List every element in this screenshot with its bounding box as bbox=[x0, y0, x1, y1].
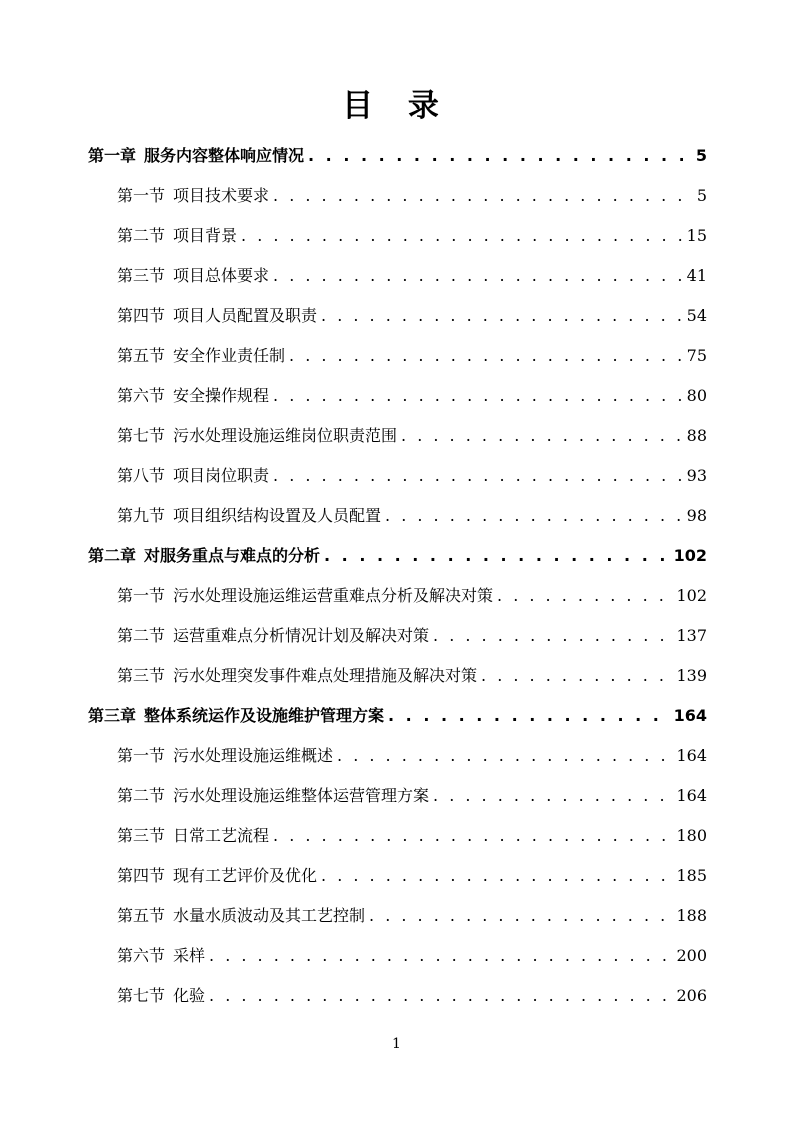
dot-leader bbox=[324, 544, 670, 568]
toc-entry-label bbox=[88, 704, 384, 728]
toc-entry-label bbox=[117, 784, 429, 808]
toc-section-entry[interactable] bbox=[117, 664, 707, 688]
toc-entry-page: 102 bbox=[676, 586, 707, 605]
dot-leader bbox=[273, 824, 672, 848]
toc-entry-number: 第三节 bbox=[117, 266, 166, 285]
toc-entry-label bbox=[117, 864, 317, 888]
toc-entry-number: 第七节 bbox=[117, 986, 166, 1005]
toc-section-entry[interactable] bbox=[117, 864, 707, 888]
toc-section-entry[interactable] bbox=[117, 784, 707, 808]
toc-entry-page: 5 bbox=[696, 186, 707, 205]
dot-leader bbox=[273, 384, 683, 408]
dot-leader bbox=[401, 424, 683, 448]
toc-entry-title: 对服务重点与难点的分析 bbox=[144, 546, 321, 565]
toc-entry-page: 188 bbox=[676, 906, 707, 925]
toc-section-entry[interactable] bbox=[117, 184, 707, 208]
toc-entry-page: 164 bbox=[676, 746, 707, 765]
toc-entry-label bbox=[117, 824, 269, 848]
toc-entry-label bbox=[117, 944, 205, 968]
dot-leader bbox=[385, 504, 683, 528]
toc-entry-number: 第八节 bbox=[117, 466, 166, 485]
toc-entry-title: 项目总体要求 bbox=[173, 266, 270, 285]
dot-leader bbox=[289, 344, 683, 368]
toc-entry-page: 15 bbox=[686, 226, 707, 245]
toc-section-entry[interactable] bbox=[117, 504, 707, 528]
toc-entry-number: 第三章 bbox=[88, 706, 137, 725]
toc-entry-label bbox=[117, 384, 269, 408]
toc-entry-label bbox=[117, 464, 269, 488]
dot-leader bbox=[369, 904, 672, 928]
toc-entry-page: 164 bbox=[673, 706, 707, 725]
toc-entry-title: 项目组织结构设置及人员配置 bbox=[173, 506, 382, 525]
toc-section-entry[interactable] bbox=[117, 824, 707, 848]
toc-entry-page: 206 bbox=[676, 986, 707, 1005]
toc-entry-number: 第一节 bbox=[117, 186, 166, 205]
toc-entry-number: 第九节 bbox=[117, 506, 166, 525]
toc-entry-page: 98 bbox=[686, 506, 707, 525]
toc-entry-page: 54 bbox=[686, 306, 707, 325]
toc-entry-label bbox=[117, 984, 205, 1008]
toc-entry-number: 第二节 bbox=[117, 226, 166, 245]
toc-section-entry[interactable] bbox=[117, 384, 707, 408]
toc-entry-label bbox=[117, 344, 285, 368]
toc-entry-page: 164 bbox=[676, 786, 707, 805]
dot-leader bbox=[497, 584, 672, 608]
toc-entry-title: 现有工艺评价及优化 bbox=[173, 866, 318, 885]
toc-section-entry[interactable] bbox=[117, 984, 707, 1008]
dot-leader bbox=[273, 184, 683, 208]
toc-entry-page: 200 bbox=[676, 946, 707, 965]
dot-leader bbox=[308, 144, 683, 168]
toc-entry-page: 180 bbox=[676, 826, 707, 845]
toc-entry-number: 第七节 bbox=[117, 426, 166, 445]
page-number: 1 bbox=[392, 1036, 401, 1052]
toc-entry-title: 项目技术要求 bbox=[173, 186, 270, 205]
toc-entry-label bbox=[117, 904, 365, 928]
toc-entry-title: 整体系统运作及设施维护管理方案 bbox=[144, 706, 385, 725]
toc-entry-title: 污水处理设施运维运营重难点分析及解决对策 bbox=[173, 586, 494, 605]
toc-section-entry[interactable] bbox=[117, 464, 707, 488]
toc-entry-title: 项目背景 bbox=[173, 226, 238, 245]
toc-entry-number: 第四节 bbox=[117, 866, 166, 885]
dot-leader bbox=[209, 984, 672, 1008]
toc-entry-label bbox=[117, 184, 269, 208]
toc-entry-title: 采样 bbox=[173, 946, 206, 965]
toc-entry-number: 第二节 bbox=[117, 626, 166, 645]
toc-entry-title: 安全操作规程 bbox=[173, 386, 270, 405]
toc-entry-number: 第二节 bbox=[117, 786, 166, 805]
toc-entry-title: 水量水质波动及其工艺控制 bbox=[173, 906, 366, 925]
toc-entry-title: 项目人员配置及职责 bbox=[173, 306, 318, 325]
toc-section-entry[interactable] bbox=[117, 224, 707, 248]
toc-entry-title: 化验 bbox=[173, 986, 206, 1005]
toc-entry-page: 5 bbox=[695, 146, 707, 165]
toc-chapter-entry[interactable] bbox=[88, 704, 707, 728]
toc-entry-title: 污水处理设施运维岗位职责范围 bbox=[173, 426, 398, 445]
toc-title: 目 录 bbox=[342, 88, 451, 124]
toc-entry-number: 第一节 bbox=[117, 746, 166, 765]
toc-entry-label bbox=[88, 544, 320, 568]
toc-entry-page: 139 bbox=[676, 666, 707, 685]
toc-entry-label bbox=[117, 224, 237, 248]
toc-entry-page: 185 bbox=[676, 866, 707, 885]
toc-entry-number: 第五节 bbox=[117, 346, 166, 365]
toc-entry-number: 第一节 bbox=[117, 586, 166, 605]
toc-entry-title: 污水处理设施运维整体运营管理方案 bbox=[173, 786, 430, 805]
toc-entry-label bbox=[117, 504, 381, 528]
toc-entry-title: 日常工艺流程 bbox=[173, 826, 270, 845]
toc-entry-label bbox=[117, 744, 333, 768]
toc-entry-page: 88 bbox=[686, 426, 707, 445]
toc-entry-title: 服务内容整体响应情况 bbox=[144, 146, 305, 165]
dot-leader bbox=[273, 464, 683, 488]
toc-entry-label bbox=[117, 624, 429, 648]
toc-entry-page: 41 bbox=[686, 266, 707, 285]
toc-section-entry[interactable] bbox=[117, 944, 707, 968]
toc-entry-number: 第六节 bbox=[117, 386, 166, 405]
toc-entry-label bbox=[88, 144, 304, 168]
dot-leader bbox=[337, 744, 672, 768]
toc-section-entry[interactable] bbox=[117, 344, 707, 368]
toc-entry-page: 93 bbox=[686, 466, 707, 485]
dot-leader bbox=[481, 664, 672, 688]
toc-entry-label bbox=[117, 664, 477, 688]
dot-leader bbox=[321, 864, 672, 888]
toc-entry-label bbox=[117, 584, 493, 608]
toc-section-entry[interactable] bbox=[117, 584, 707, 608]
toc-entry-number: 第三节 bbox=[117, 826, 166, 845]
toc-entry-title: 安全作业责任制 bbox=[173, 346, 286, 365]
toc-entry-number: 第四节 bbox=[117, 306, 166, 325]
toc-chapter-entry[interactable] bbox=[88, 144, 707, 168]
dot-leader bbox=[433, 784, 672, 808]
toc-entry-title: 污水处理突发事件难点处理措施及解决对策 bbox=[173, 666, 478, 685]
dot-leader bbox=[321, 304, 683, 328]
toc-entry-label bbox=[117, 304, 317, 328]
dot-leader bbox=[273, 264, 683, 288]
toc-entry-number: 第六节 bbox=[117, 946, 166, 965]
toc-entry-title: 运营重难点分析情况计划及解决对策 bbox=[173, 626, 430, 645]
toc-section-entry[interactable] bbox=[117, 424, 707, 448]
toc-entry-title: 项目岗位职责 bbox=[173, 466, 270, 485]
dot-leader bbox=[388, 704, 670, 728]
toc-section-entry[interactable] bbox=[117, 264, 707, 288]
toc-entry-number: 第五节 bbox=[117, 906, 166, 925]
toc-section-entry[interactable] bbox=[117, 904, 707, 928]
toc-entry-label bbox=[117, 264, 269, 288]
toc-section-entry[interactable] bbox=[117, 304, 707, 328]
toc-entry-number: 第三节 bbox=[117, 666, 166, 685]
toc-entry-number: 第一章 bbox=[88, 146, 137, 165]
toc-entry-page: 102 bbox=[673, 546, 707, 565]
toc-entry-page: 80 bbox=[686, 386, 707, 405]
toc-chapter-entry[interactable] bbox=[88, 544, 707, 568]
toc-section-entry[interactable] bbox=[117, 624, 707, 648]
toc-section-entry[interactable] bbox=[117, 744, 707, 768]
toc-entry-page: 137 bbox=[676, 626, 707, 645]
toc-entry-label bbox=[117, 424, 397, 448]
toc-entry-page: 75 bbox=[686, 346, 707, 365]
dot-leader bbox=[241, 224, 683, 248]
dot-leader bbox=[209, 944, 672, 968]
dot-leader bbox=[433, 624, 672, 648]
toc-entry-title: 污水处理设施运维概述 bbox=[173, 746, 334, 765]
toc-entry-number: 第二章 bbox=[88, 546, 137, 565]
